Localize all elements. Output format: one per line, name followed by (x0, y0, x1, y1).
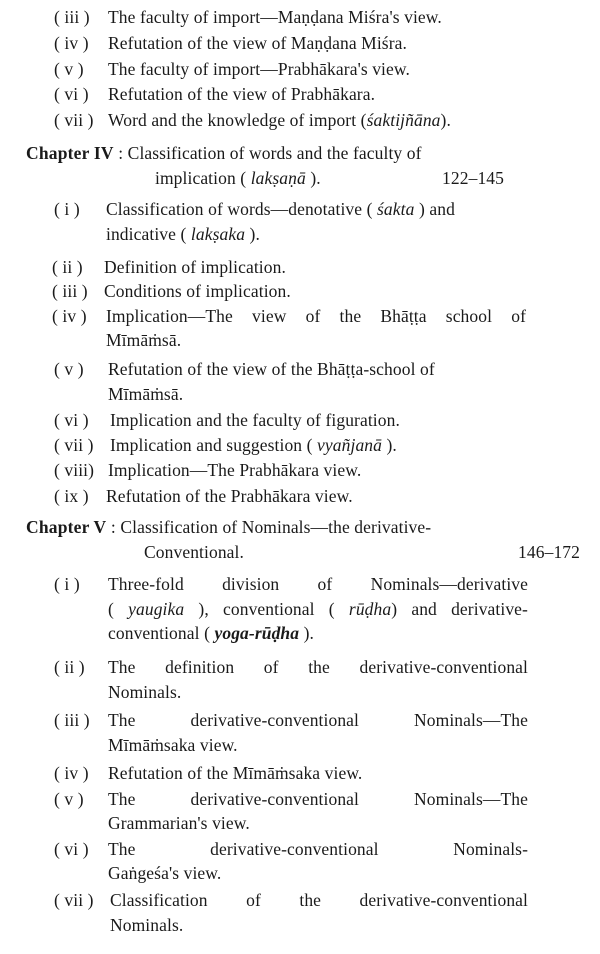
text-part: indicative ( (106, 224, 187, 244)
item-text: Conditions of implication. (104, 281, 291, 301)
item-number: ( iv ) (54, 33, 89, 53)
item-text-line1: Refutation of the view of the Bhāṭṭa-school of (108, 359, 435, 379)
item-number: ( ix ) (54, 486, 89, 506)
text-part: Classification of words—denotative ( (106, 199, 373, 219)
chapter-title-line1 (26, 516, 431, 538)
text-part: implication ( (155, 168, 247, 188)
item-text-line1: The derivative-conventional Nominals- (108, 839, 528, 859)
item-number: ( viii) (54, 460, 95, 480)
item-text (110, 434, 397, 456)
item-text: Refutation of the view of Maṇḍana Miśra. (108, 33, 407, 53)
text-part: ), conventional ( (198, 599, 335, 619)
item-text-line1: The definition of the derivative-conventional (108, 657, 528, 677)
italic-term: śakta (377, 199, 415, 219)
italic-term: yoga-rūḍha (214, 623, 300, 643)
item-number: ( vii ) (54, 110, 94, 130)
item-text: Refutation of the view of Prabhākara. (108, 84, 376, 104)
item-number: ( vii ) (54, 890, 94, 910)
item-number: ( iii ) (54, 710, 90, 730)
item-text: Refutation of the Mīmāṁsaka view. (108, 763, 363, 783)
item-text-line2: Mīmāṁsā. (106, 330, 182, 350)
chapter-title-line2: Conventional. (144, 542, 244, 562)
item-number: ( iv ) (52, 306, 87, 326)
text-part: ) and (418, 199, 455, 219)
item-text-line3 (108, 622, 314, 644)
italic-term: śaktijñāna (366, 110, 441, 130)
item-text-line1: Implication—The view of the Bhāṭṭa school of (106, 306, 526, 326)
text-part: ). (249, 224, 260, 244)
text-part: ). (310, 168, 321, 188)
text-part: ). (303, 623, 314, 643)
text-part: ( (108, 599, 114, 619)
item-text-line2: Grammarian's view. (108, 813, 250, 833)
chapter-title: Classification of Nominals—the derivative- (120, 517, 432, 537)
italic-term: lakṣaṇā (250, 168, 306, 188)
item-number: ( i ) (54, 199, 80, 219)
item-text: Implication and the faculty of figuration. (110, 410, 400, 430)
item-number: ( vii ) (54, 435, 94, 455)
item-number: ( v ) (54, 789, 84, 809)
page-range: 146–172 (518, 542, 580, 562)
item-text-line1: The derivative-conventional Nominals—The (108, 710, 528, 730)
item-text: The faculty of import—Maṇḍana Miśra's view. (108, 7, 442, 27)
item-number: ( vi ) (54, 84, 89, 104)
item-number: ( iii ) (52, 281, 88, 301)
item-text-line1: The derivative-conventional Nominals—The (108, 789, 528, 809)
italic-term: lakṣaka (190, 224, 246, 244)
item-text-line1: Three-fold division of Nominals—derivative (108, 574, 528, 594)
item-number: ( vi ) (54, 410, 89, 430)
item-number: ( iii ) (54, 7, 90, 27)
item-text: Implication—The Prabhākara view. (108, 460, 362, 480)
italic-term: rūḍha (348, 599, 392, 619)
chapter-label: Chapter V (26, 517, 107, 537)
chapter-title-line2 (155, 167, 321, 189)
item-text-line2 (106, 223, 260, 245)
page-range: 122–145 (442, 168, 504, 188)
item-text: The faculty of import—Prabhākara's view. (108, 59, 410, 79)
chapter-title: Classification of words and the faculty of (127, 143, 422, 163)
item-text: Definition of implication. (104, 257, 286, 277)
item-text-line2 (108, 598, 528, 620)
chapter-label: Chapter IV (26, 143, 114, 163)
italic-term: vyañjanā (317, 435, 382, 455)
item-text-line2: Nominals. (108, 682, 182, 702)
item-number: ( ii ) (54, 657, 85, 677)
item-text-line2: Mīmāṁsā. (108, 384, 184, 404)
text-part: Word and the knowledge of import ( (108, 110, 367, 130)
item-number: ( v ) (54, 359, 84, 379)
text-part: conventional ( (108, 623, 210, 643)
text-part: Implication and suggestion ( (110, 435, 313, 455)
item-text-line1 (106, 198, 455, 220)
text-part: ). (386, 435, 397, 455)
chapter-title-line1 (26, 142, 422, 164)
item-number: ( vi ) (54, 839, 89, 859)
item-text-line2: Mīmāṁsaka view. (108, 735, 238, 755)
item-text-line1: Classification of the derivative-conventional (110, 890, 528, 910)
item-number: ( ii ) (52, 257, 83, 277)
italic-term: yaugika (128, 599, 185, 619)
text-part: ). (440, 110, 451, 130)
item-number: ( i ) (54, 574, 80, 594)
separator: : (110, 517, 116, 537)
item-number: ( v ) (54, 59, 84, 79)
separator: : (118, 143, 124, 163)
item-text: Refutation of the Prabhākara view. (106, 486, 353, 506)
text-part: ) and derivative- (391, 599, 528, 619)
item-number: ( iv ) (54, 763, 89, 783)
item-text-line2: Gaṅgeśa's view. (108, 863, 222, 883)
item-text-line2: Nominals. (110, 915, 184, 935)
item-text (108, 109, 451, 131)
